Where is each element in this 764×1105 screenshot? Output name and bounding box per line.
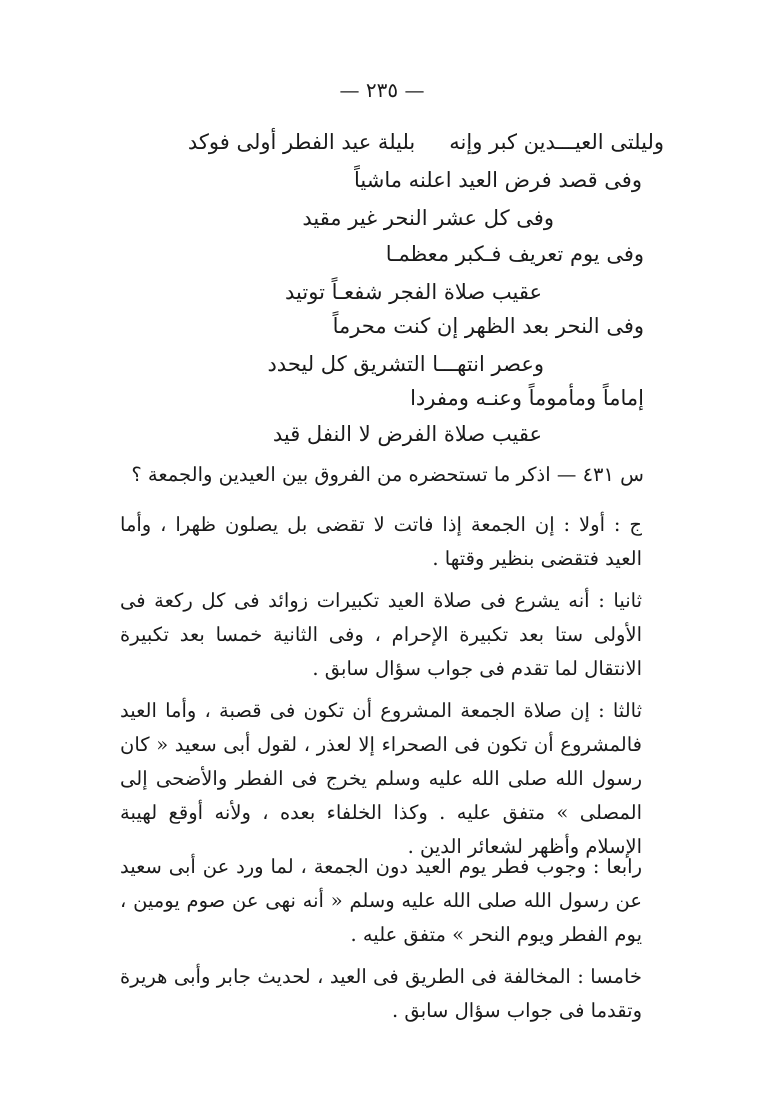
verse-hemistich: وليلتى العيـــدين كبر وإنه	[449, 130, 664, 154]
verse-line-1	[188, 132, 664, 153]
verse-line-7	[267, 354, 544, 375]
answer-paragraph-1: ج : أولا : إن الجمعة إذا فاتت لا تقضى بل يصلون ظهرا ، وأما العيد فتقضى بنظير وقتها .	[120, 513, 642, 570]
verse-line-5	[285, 282, 542, 303]
verse-hemistich: بليلة عيد الفطر أولى فوكد	[187, 130, 416, 154]
verse-hemistich: وفى النحر بعد الظهر إن كنت محرماً	[332, 314, 644, 338]
verse-line-2	[354, 170, 642, 191]
question-heading: س ٤٣١ — اذكر ما تستحضره من الفروق بين العيدين والجمعة ؟	[131, 463, 644, 486]
answer-paragraph-3: ثالثا : إن صلاة الجمعة المشروع أن تكون فى قصبة ، وأما العيد فالمشروع أن تكون فى الصحراء إلا لعذر ، لقول أبى سعيد « كان رسول الله صلى الله عليه وسلم يخرج فى الفطر والأضحى إلى المصلى » متفق عليه . وكذا الخلفاء بعده ، ولأنه أوقع لهيبة الإسلام وأظهر لشعائر الدين .	[120, 699, 642, 858]
answer-paragraph-5: خامسا : المخالفة فى الطريق فى العيد ، لحديث جابر وأبى هريرة وتقدما فى جواب سؤال سابق .	[120, 965, 642, 1022]
verse-hemistich: وفى كل عشر النحر غير مقيد	[302, 206, 554, 230]
answer-paragraph-2: ثانيا : أنه يشرع فى صلاة العيد تكبيرات زوائد فى كل ركعة فى الأولى ستا بعد تكبيرة الإحرام ، وفى الثانية خمسا بعد تكبيرة الانتقال لما تقدم فى جواب سؤال سابق .	[120, 589, 642, 680]
verse-line-8	[410, 388, 644, 409]
verse-hemistich: وفى قصد فرض العيد اعلنه ماشياً	[354, 168, 642, 192]
verse-line-6	[333, 316, 644, 337]
verse-line-3	[302, 208, 554, 229]
verse-hemistich: وفى يوم تعريف فـكبر معظمـا	[385, 242, 644, 266]
verse-hemistich: إماماً ومأموماً وعنـه ومفردا	[410, 386, 644, 410]
verse-hemistich: عقيب صلاة الفجر شفعـاً توتيد	[285, 280, 542, 304]
answer-paragraph-4: رابعا : وجوب فطر يوم العيد دون الجمعة ، لما ورد عن أبى سعيد عن رسول الله صلى الله عليه وسلم « أنه نهى عن صوم يومين ، يوم الفطر ويوم النحر » متفق عليه .	[120, 855, 642, 946]
verse-line-4	[386, 244, 644, 265]
verse-hemistich: عقيب صلاة الفرض لا النفل قيد	[272, 422, 542, 446]
verse-hemistich: وعصر انتهـــا التشريق كل ليحدد	[267, 352, 544, 376]
verse-line-9	[273, 424, 542, 445]
page-number: — ٢٣٥ —	[339, 78, 425, 102]
